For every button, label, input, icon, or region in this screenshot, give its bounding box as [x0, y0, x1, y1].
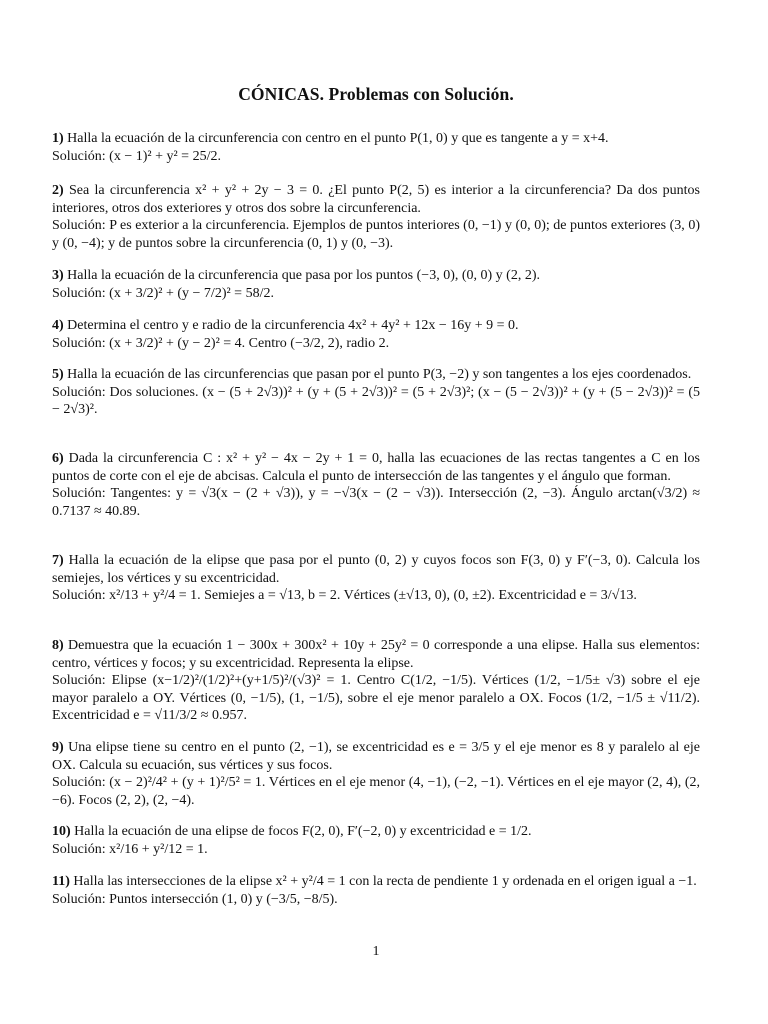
problem-solution: Solución: (x − 2)²/4² + (y + 1)²/5² = 1. Vértices en el eje menor (4, −1), (−2, −1). Vértices en el eje mayor (2, 4), (2, −6). Focos (2, 2), (2, −4). [52, 775, 700, 808]
problem-solution: Solución: x²/16 + y²/12 = 1. [52, 841, 208, 857]
problem-number: 9) [52, 740, 64, 755]
problem-solution: Solución: x²/13 + y²/4 = 1. Semiejes a = √13, b = 2. Vértices (±√13, 0), (0, ±2). Excentricidad e = 3/√13. [52, 588, 637, 604]
problem-number: 10) [52, 824, 71, 839]
problem-solution: Solución: Puntos intersección (1, 0) y (−3/5, −8/5). [52, 891, 338, 907]
problem-statement: Halla la ecuación de las circunferencias que pasan por el punto P(3, −2) y son tangentes a los ejes coordenados. [67, 367, 692, 382]
problem-statement: Halla la ecuación de la circunferencia que pasa por los puntos (−3, 0), (0, 0) y (2, 2). [67, 268, 540, 283]
problem-number: 1) [52, 131, 64, 146]
problem-8 [52, 637, 700, 725]
problem-6 [52, 450, 700, 520]
problem-statement: Halla las intersecciones de la elipse x² + y²/4 = 1 con la recta de pendiente 1 y ordenada en el origen igual a −1. [73, 874, 697, 889]
problem-statement: Halla la ecuación de la elipse que pasa por el punto (0, 2) y cuyos focos son F(3, 0) y F′(−3, 0). Calcula los semiejes, los vértices y su excentricidad. [52, 553, 700, 586]
problem-7 [52, 552, 700, 605]
problem-statement: Halla la ecuación de la circunferencia con centro en el punto P(1, 0) y que es tangente a y = x+4. [67, 131, 609, 146]
problem-5 [52, 366, 700, 419]
problem-solution: Solución: P es exterior a la circunferencia. Ejemplos de puntos interiores (0, −1) y (0, 0); de puntos exteriores (3, 0) y (0, −4); y de puntos sobre la circunferencia (0, 1) y (0, −3). [52, 218, 700, 251]
problem-number: 8) [52, 638, 64, 653]
page-number: 1 [372, 944, 380, 959]
problem-number: 6) [52, 451, 64, 466]
problem-number: 4) [52, 318, 64, 333]
problem-solution: Solución: Tangentes: y = √3(x − (2 + √3)), y = −√3(x − (2 − √3)). Intersección (2, −3). Ángulo arctan(√3/2) ≈ 0.7137 ≈ 40.89. [52, 486, 700, 519]
problem-statement: Una elipse tiene su centro en el punto (2, −1), se excentricidad es e = 3/5 y el eje menor es 8 y paralelo al eje OX. Calcula su ecuación, sus vértices y sus focos. [52, 740, 700, 773]
problem-statement: Halla la ecuación de una elipse de focos F(2, 0), F′(−2, 0) y excentricidad e = 1/2. [74, 824, 532, 839]
problem-solution: Solución: (x + 3/2)² + (y − 2)² = 4. Centro (−3/2, 2), radio 2. [52, 335, 390, 351]
problem-statement: Determina el centro y e radio de la circunferencia 4x² + 4y² + 12x − 16y + 9 = 0. [67, 318, 519, 333]
problem-solution: Solución: Dos soluciones. (x − (5 + 2√3))² + (y + (5 + 2√3))² = (5 + 2√3)²; (x − (5 − 2√3))² + (y + (5 − 2√3))² = (5 − 2√3)². [52, 384, 700, 418]
problem-9 [52, 739, 700, 809]
problem-11 [52, 873, 700, 908]
problem-4 [52, 317, 700, 352]
problem-solution: Solución: (x + 3/2)² + (y − 7/2)² = 58/2. [52, 285, 274, 301]
problem-solution: Solución: (x − 1)² + y² = 25/2. [52, 148, 221, 164]
problem-statement: Demuestra que la ecuación 1 − 300x + 300x² + 10y + 25y² = 0 corresponde a una elipse. Halla sus elementos: centro, vértices y focos; y su excentricidad. Representa la elipse. [52, 638, 700, 671]
problem-number: 3) [52, 268, 64, 283]
problem-3 [52, 267, 700, 302]
problem-10 [52, 823, 700, 858]
problem-1 [52, 130, 700, 165]
problem-statement: Dada la circunferencia C : x² + y² − 4x − 2y + 1 = 0, halla las ecuaciones de las rectas tangentes a C en los puntos de corte con el eje de abcisas. Calcula el punto de intersección de las tangentes y el ángulo que forman. [52, 451, 701, 484]
page-title: CÓNICAS. Problemas con Solución. [238, 84, 514, 104]
problem-number: 11) [52, 874, 70, 889]
problem-number: 5) [52, 367, 64, 382]
problem-solution: Solución: Elipse (x−1/2)²/(1/2)²+(y+1/5)²/(√3)² = 1. Centro C(1/2, −1/5). Vértices (1/2, −1/5± √3) sobre el eje mayor paralelo a OY. Vértices (0, −1/5), (1, −1/5), sobre el eje menor paralelo a OX. Focos (1/2, −1/5 ± √11/2). Excentricidad e = √11/3/2 ≈ 0.957. [52, 673, 700, 724]
problem-2 [52, 182, 700, 252]
problem-number: 7) [52, 553, 64, 568]
problem-statement: Sea la circunferencia x² + y² + 2y − 3 = 0. ¿El punto P(2, 5) es interior a la circunferencia? Da dos puntos interiores, otros dos exteriores y otros dos sobre la circunferencia. [52, 183, 701, 216]
problem-number: 2) [52, 183, 64, 198]
